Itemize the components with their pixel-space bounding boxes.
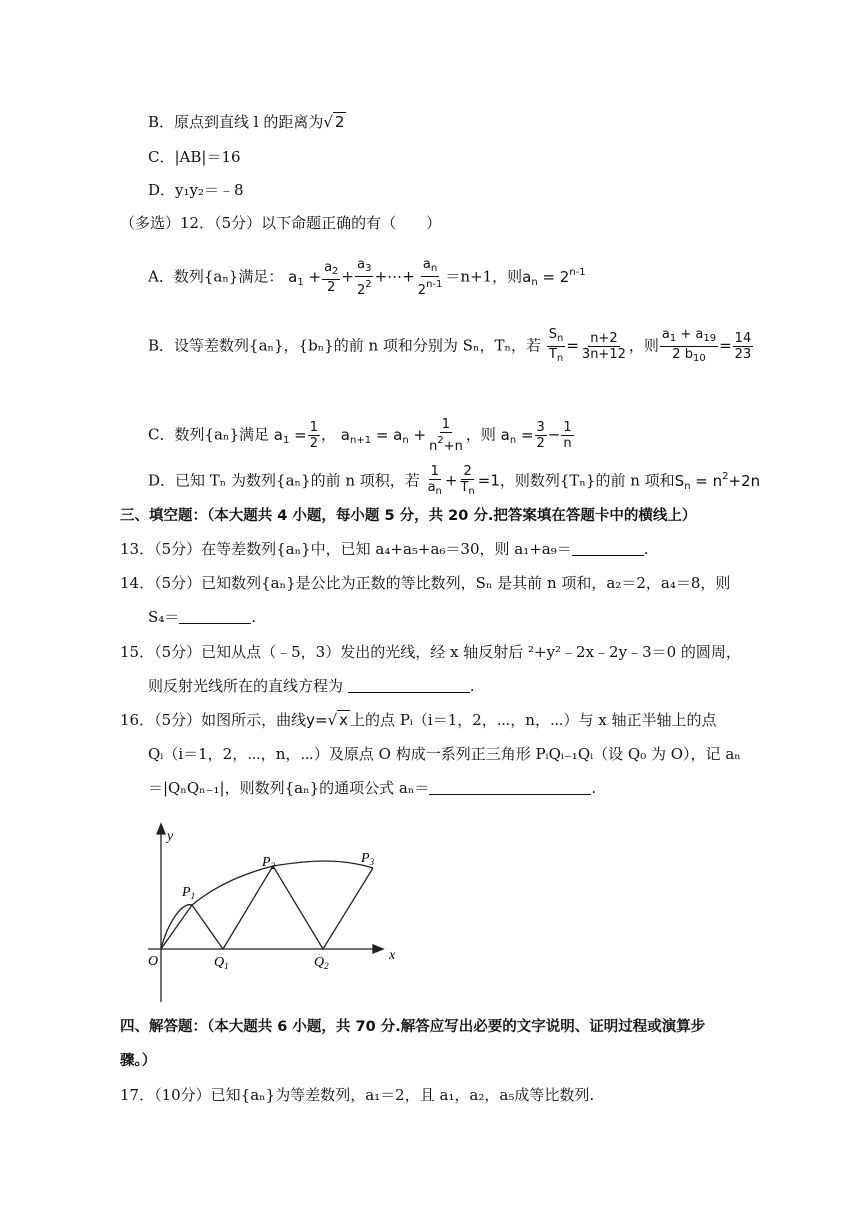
q1-label: $Q_1$ — [214, 955, 229, 971]
q14-line2: S₄＝ . — [148, 608, 257, 626]
q16-line1: 16．（5分）如图所示，曲线y=√ x 上的点 Pᵢ（i＝1，2，⋯，n，⋯）与 x 轴正半轴上的点 — [120, 711, 717, 729]
sqrt-curve — [161, 861, 373, 949]
y-label: y — [167, 829, 174, 844]
triangle-chain — [161, 866, 373, 949]
q15-line2: 则反射光线所在的直线方程为 . — [148, 677, 475, 695]
q14-line1: 14．（5分）已知数列{aₙ}是公比为正数的等比数列，Sₙ 是其前 n 项和，a₂＝2，a₄＝8，则 — [120, 574, 731, 592]
q11-option-c: C．|AB|＝16 — [148, 148, 241, 166]
section-3-heading: 三、填空题：（本大题共 4 小题，每小题 5 分，共 20 分.把答案填在答题卡中的横线上） — [120, 508, 697, 524]
section-4-heading-line2: 骤。） — [120, 1053, 157, 1069]
p1-label: $P_1$ — [182, 885, 196, 901]
q11-option-b: B．原点到直线 l 的距离为√ 2 — [148, 113, 345, 131]
q12-option-b: B．设等差数列{aₙ}，{bₙ}的前 n 项和分别为 Sₙ，Tₙ，若 $\frac{S_n}{T_n}$ = $\frac{n+2}{3n+12}$ ，则 $\frac{a_1 + a_{19}}{2 b_{10}}$ = $\frac{14}{23}$ — [148, 327, 752, 364]
answer-blank-13[interactable] — [572, 540, 644, 556]
y-axis-arrow — [157, 824, 165, 834]
section-4-heading-line1: 四、解答题：（本大题共 6 小题，共 70 分.解答应写出必要的文字说明、证明过程或演算步 — [120, 1019, 706, 1035]
q12-option-d: D．已知 Tₙ 为数列{aₙ}的前 n 项积，若 $\frac{1}{a_n}$ + $\frac{2}{T_n}$ =1，则数列{Tₙ}的前 n 项和$S_n = n^2+2n$ — [148, 464, 761, 497]
answer-blank-14[interactable] — [179, 608, 251, 624]
q16-figure — [140, 822, 410, 1007]
answer-blank-16[interactable] — [429, 779, 591, 795]
origin-label: O — [148, 954, 159, 969]
q2-label: $Q_2$ — [314, 955, 329, 971]
p3-label: $P_3$ — [361, 851, 375, 867]
x-label: x — [389, 948, 396, 963]
answer-blank-15[interactable] — [348, 677, 470, 693]
q16-line3: ＝|QₙQₙ₋₁|，则数列{aₙ}的通项公式 aₙ＝ . — [148, 779, 597, 797]
sqrt-expression: √ 2 — [323, 113, 345, 131]
q13: 13．（5分）在等差数列{aₙ}中，已知 a₄+a₅+a₆＝30，则 a₁+a₉＝ . — [120, 540, 649, 558]
q16-line2: Qᵢ（i＝1，2，⋯，n，⋯）及原点 O 构成一系列正三角形 PᵢQᵢ₋₁Qᵢ（设 Q₀ 为 O），记 aₙ — [148, 745, 741, 763]
q15-line1: 15．（5分）已知从点（﹣5，3）发出的光线，经 x 轴反射后 ²+y²﹣2x﹣2y﹣3＝0 的圆周， — [120, 643, 741, 661]
x-axis-arrow — [373, 945, 383, 953]
q12-stem: （多选）12．（5分）以下命题正确的有（ ） — [120, 214, 442, 232]
q17: 17．（10分）已知{aₙ}为等差数列，a₁＝2，且 a₁，a₂，a₅成等比数列. — [120, 1086, 595, 1104]
q12-option-c: C．数列{aₙ}满足 $a_1$ = $\frac{1}{2}$ ， $a_{n+1} = a_n$ + $\frac{1}{n^2+n}$ ，则 $a_n$ = $\frac{3}{2}$ − $\frac{1}{n}$ — [148, 417, 572, 454]
p2-label: $P_2$ — [262, 855, 276, 871]
q12-option-a: A．数列{aₙ}满足： $a_1$ + $\frac{a_2}{2}$ + $\frac{a_3}{2^2}$ +⋯+ $\frac{a_n}{2^{n-1}}$ ＝n+1，则$a_n = 2^{n-1}$ — [148, 257, 586, 298]
q11-option-d: D．y₁y₂＝﹣8 — [148, 181, 244, 199]
formula-a: $a_1$ + — [288, 267, 322, 288]
